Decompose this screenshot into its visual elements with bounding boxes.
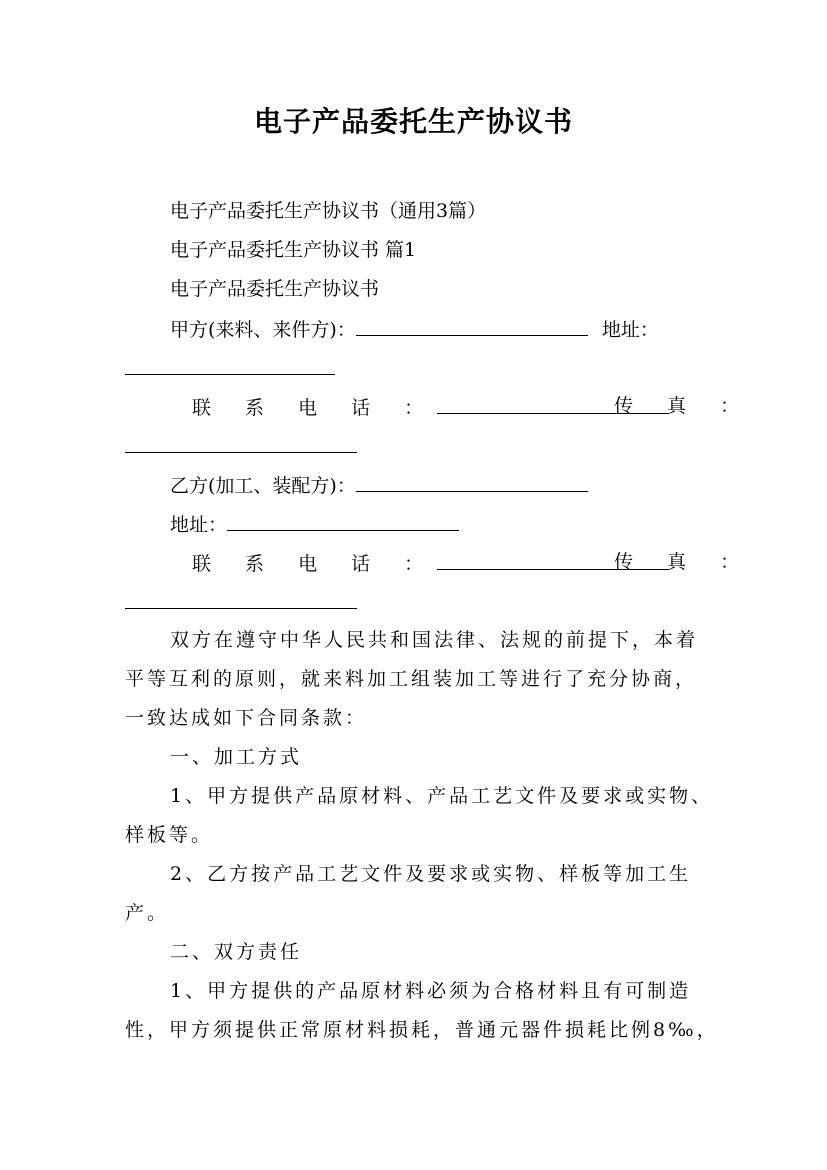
clause-line: 2、乙方按产品工艺文件及要求或实物、样板等加工生 [170,863,692,885]
clause-line: 1、甲方提供产品原材料、产品工艺文件及要求或实物、 [170,785,714,807]
clause-line: 产。 [125,902,170,924]
subtitle-name: 电子产品委托生产协议书 [170,278,380,300]
party-b-phone-line [192,549,669,577]
party-a-blank[interactable] [356,315,588,336]
document-title: 电子产品委托生产协议书 [253,105,573,138]
party-b-address-line [170,510,459,538]
clause-line: 1、甲方提供的产品原材料必须为合格材料且有可制造 [170,980,692,1002]
paragraph-line: 双方在遵守中华人民共和国法律、法规的前提下，本着 [170,629,699,651]
party-a-phone-line [192,393,669,421]
section-heading: 一、加工方式 [170,746,303,768]
party-a-address-label: 地址： [601,319,659,341]
clause-line: 性，甲方须提供正常原材料损耗，普通元器件损耗比例8‰， [125,1019,719,1041]
party-a-fax-label: 传 真 ： [614,395,754,417]
party-a-line [170,315,659,343]
subtitle-collection: 电子产品委托生产协议书（通用3篇） [170,200,487,222]
paragraph-line: 一致达成如下合同条款： [125,707,368,729]
section-heading: 二、双方责任 [170,941,303,963]
party-b-fax-label: 传 真 ： [614,551,754,573]
subtitle-part: 电子产品委托生产协议书 篇1 [170,239,417,261]
party-b-fax-blank[interactable] [125,608,357,609]
party-a-phone-label: 联 系 电 话 ： [192,397,438,419]
clause-line: 样板等。 [125,824,214,846]
party-b-phone-label: 联 系 电 话 ： [192,553,438,575]
party-a-fax-blank[interactable] [125,452,357,453]
party-b-address-label: 地址： [170,514,228,536]
party-b-address-blank[interactable] [227,510,459,531]
party-b-blank[interactable] [356,471,588,492]
party-b-line [170,471,588,499]
party-a-label: 甲方(来料、来件方)： [170,319,356,341]
paragraph-line: 平等互利的原则，就来料加工组装加工等进行了充分协商， [125,668,698,690]
party-b-label: 乙方(加工、装配方)： [170,475,356,497]
party-a-address-blank[interactable] [125,374,335,375]
